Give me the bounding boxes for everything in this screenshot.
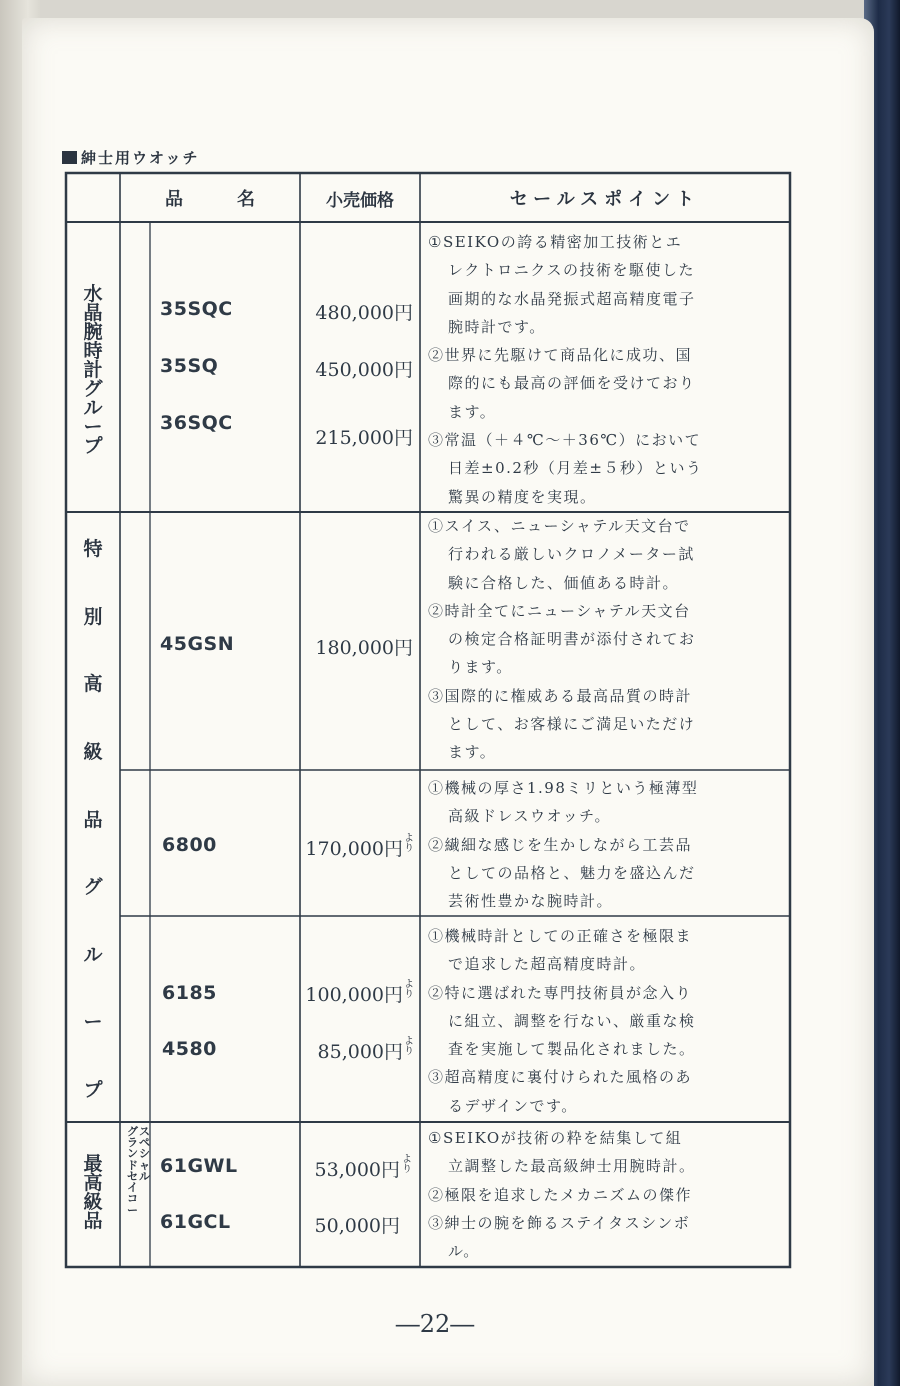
sublabel-line-1 bbox=[139, 1126, 150, 1266]
vertical-label-char: ン bbox=[127, 1147, 138, 1161]
price-value: 53,000円 bbox=[314, 1159, 400, 1181]
vertical-label-char: 時 bbox=[83, 339, 103, 362]
vertical-label-char: 計 bbox=[83, 358, 103, 381]
price-value: 450,000円 bbox=[315, 359, 413, 381]
sales-point-line: るデザインです。 bbox=[448, 1096, 578, 1115]
sales-point-line: 立調整した最高級紳士用腕時計。 bbox=[448, 1157, 696, 1176]
price-suffix bbox=[404, 980, 414, 1000]
vertical-label-char: プ bbox=[83, 1079, 103, 1101]
sales-point-line: 芸術性豊かな腕時計。 bbox=[448, 892, 614, 911]
sales-point-line: ①機械の厚さ1.98ミリという極薄型 bbox=[428, 779, 699, 797]
vertical-label-char: シ bbox=[139, 1147, 150, 1161]
sales-point-line: ①機械時計としての正確さを極限ま bbox=[428, 927, 693, 945]
vertical-label-char: 高 bbox=[83, 673, 103, 696]
model-name: 6185 bbox=[162, 982, 217, 1004]
vertical-label-char: 品 bbox=[83, 1209, 103, 1232]
sales-point-line: で追求した超高精度時計。 bbox=[448, 955, 647, 974]
sales-points bbox=[428, 1124, 696, 1265]
sales-point-line: 腕時計です。 bbox=[448, 317, 546, 336]
sales-point-line: ③紳士の腕を飾るステイタスシンボ bbox=[428, 1213, 691, 1232]
vertical-label-char: イ bbox=[127, 1181, 138, 1195]
page-number: ―22― bbox=[395, 1310, 475, 1338]
vertical-label-char: ー bbox=[83, 415, 103, 438]
vertical-label-char: コ bbox=[127, 1192, 138, 1206]
sales-point-line: ②繊細な感じを生かしながら工芸品 bbox=[428, 835, 693, 854]
sales-point-line: 画期的な水晶発振式超高精度電子 bbox=[448, 289, 696, 308]
sales-point-line: 査を実施して製品化されました。 bbox=[448, 1040, 696, 1059]
model-name: 36SQC bbox=[160, 412, 233, 434]
sales-point-line: 験に合格した、価値ある時計。 bbox=[448, 573, 680, 592]
sales-point-line: 高級ドレスウオッチ。 bbox=[448, 807, 612, 826]
vertical-label-char: 級 bbox=[83, 1190, 103, 1213]
header-points: セールスポイント bbox=[509, 189, 701, 210]
vertical-label-char: ー bbox=[127, 1203, 138, 1217]
price-suffix bbox=[404, 834, 414, 854]
sales-point-line: 驚異の精度を実現。 bbox=[448, 487, 597, 506]
vertical-label-char: ラ bbox=[127, 1136, 138, 1150]
model-name: 4580 bbox=[162, 1038, 217, 1060]
price-value: 85,000円 bbox=[317, 1041, 403, 1063]
sales-points bbox=[428, 228, 703, 511]
model-name: 6800 bbox=[162, 834, 217, 856]
vertical-label-char: 特 bbox=[83, 538, 103, 560]
vertical-label-char: り bbox=[402, 1164, 412, 1176]
vertical-label-char: よ bbox=[402, 1154, 412, 1165]
sales-point-line: ①SEIKOが技術の粋を結集して組 bbox=[428, 1129, 683, 1147]
group-label-top bbox=[68, 1145, 118, 1240]
vertical-label-char: プ bbox=[83, 434, 103, 457]
sales-point-line: ③超高精度に裏付けられた風格のあ bbox=[428, 1068, 693, 1087]
vertical-label-char: 高 bbox=[83, 1171, 103, 1194]
vertical-label-char: グ bbox=[127, 1125, 138, 1138]
vertical-label-char: ス bbox=[139, 1125, 150, 1138]
sales-point-line: ル。 bbox=[448, 1242, 480, 1261]
price-value: 480,000円 bbox=[315, 302, 413, 324]
price-suffix-text bbox=[404, 980, 414, 1000]
sales-point-line: に組立、調整を行ない、厳重な検 bbox=[448, 1011, 696, 1030]
price-value: 50,000円 bbox=[314, 1215, 400, 1237]
sales-point-line: の検定合格証明書が添付されてお bbox=[448, 630, 696, 649]
sales-point-line: としての品格と、魅力を盛込んだ bbox=[448, 863, 696, 882]
sales-point-line: 日差±0.2秒（月差±５秒）という bbox=[448, 459, 703, 478]
sales-point-line: ②世界に先駆けて商品化に成功、国 bbox=[428, 346, 693, 365]
vertical-label-char: ペ bbox=[139, 1136, 150, 1150]
vertical-label-char: ル bbox=[83, 396, 103, 419]
sales-points bbox=[428, 512, 696, 767]
sales-point-line: ②特に選ばれた専門技術員が念入り bbox=[428, 983, 693, 1002]
sublabel-special-grand-seiko bbox=[122, 1126, 150, 1266]
sales-point-line: ①スイス、ニューシャテル天文台で bbox=[428, 517, 691, 535]
sales-point-line: として、お客様にご満足いただけ bbox=[448, 715, 696, 734]
vertical-label-char: 水 bbox=[83, 282, 103, 305]
sales-point-line: レクトロニクスの技術を駆使した bbox=[448, 261, 696, 280]
price-suffix-text bbox=[404, 834, 414, 854]
price-suffix bbox=[404, 1037, 414, 1057]
vertical-label-char: 別 bbox=[83, 605, 103, 628]
price-value: 170,000円 bbox=[305, 838, 403, 860]
vertical-label-char: ャ bbox=[139, 1158, 150, 1172]
sales-points bbox=[428, 922, 696, 1120]
vertical-label-char: ル bbox=[139, 1169, 150, 1183]
sublabel-line-2 bbox=[127, 1126, 138, 1266]
vertical-label-char: ド bbox=[127, 1158, 138, 1172]
price-suffix bbox=[402, 1155, 412, 1175]
sales-point-line: 行われる厳しいクロノメーター試 bbox=[448, 545, 695, 564]
price-value: 100,000円 bbox=[305, 984, 403, 1006]
vertical-label-char: 晶 bbox=[83, 301, 103, 324]
model-name: 61GCL bbox=[160, 1211, 231, 1233]
model-name: 35SQ bbox=[160, 355, 219, 377]
model-name: 45GSN bbox=[160, 633, 235, 655]
sales-point-line: ②極限を追求したメカニズムの傑作 bbox=[428, 1185, 693, 1204]
sales-point-line: ②時計全てにニューシャテル天文台 bbox=[428, 601, 691, 620]
group-label-crystal bbox=[68, 270, 118, 470]
vertical-label-char: ル bbox=[83, 943, 103, 966]
vertical-label-char: ー bbox=[83, 1011, 103, 1034]
sales-point-line: ります。 bbox=[448, 658, 513, 677]
sales-point-line: ③常温（＋４℃〜＋36℃）において bbox=[428, 431, 702, 450]
header-price: 小売価格 bbox=[326, 190, 394, 211]
vertical-label-char: セ bbox=[127, 1169, 138, 1183]
vertical-label-char: 品 bbox=[83, 808, 103, 831]
sales-points bbox=[428, 774, 698, 915]
price-suffix-text bbox=[402, 1155, 412, 1175]
vertical-label-char: 腕 bbox=[83, 320, 103, 343]
vertical-label-char: グ bbox=[83, 377, 103, 400]
sales-point-line: ①SEIKOの誇る精密加工技術とエ bbox=[428, 233, 683, 251]
vertical-label-char: よ bbox=[404, 833, 414, 844]
group-label-special bbox=[68, 540, 118, 1100]
vertical-label-char: り bbox=[404, 1046, 414, 1058]
sales-point-line: ます。 bbox=[448, 402, 497, 421]
sales-point-line: 際的にも最高の評価を受けており bbox=[448, 374, 696, 393]
model-name: 61GWL bbox=[160, 1155, 238, 1177]
sales-point-line: ③国際的に権威ある最高品質の時計 bbox=[428, 686, 693, 705]
section-title-text: 紳士用ウオッチ bbox=[81, 149, 200, 167]
price-value: 215,000円 bbox=[315, 427, 413, 449]
sales-point-line: ます。 bbox=[448, 743, 497, 762]
vertical-label-char: よ bbox=[404, 979, 414, 990]
vertical-label-char: り bbox=[404, 989, 414, 1001]
vertical-label-char: 級 bbox=[83, 740, 103, 763]
vertical-label-char: よ bbox=[404, 1036, 414, 1047]
price-value: 180,000円 bbox=[315, 637, 413, 659]
vertical-label-char: グ bbox=[83, 876, 103, 899]
model-name: 35SQC bbox=[160, 298, 233, 320]
vertical-label-char: 最 bbox=[83, 1152, 103, 1175]
header-name: 品 名 bbox=[165, 189, 255, 210]
price-suffix-text bbox=[404, 1037, 414, 1057]
vertical-label-char: り bbox=[404, 843, 414, 855]
